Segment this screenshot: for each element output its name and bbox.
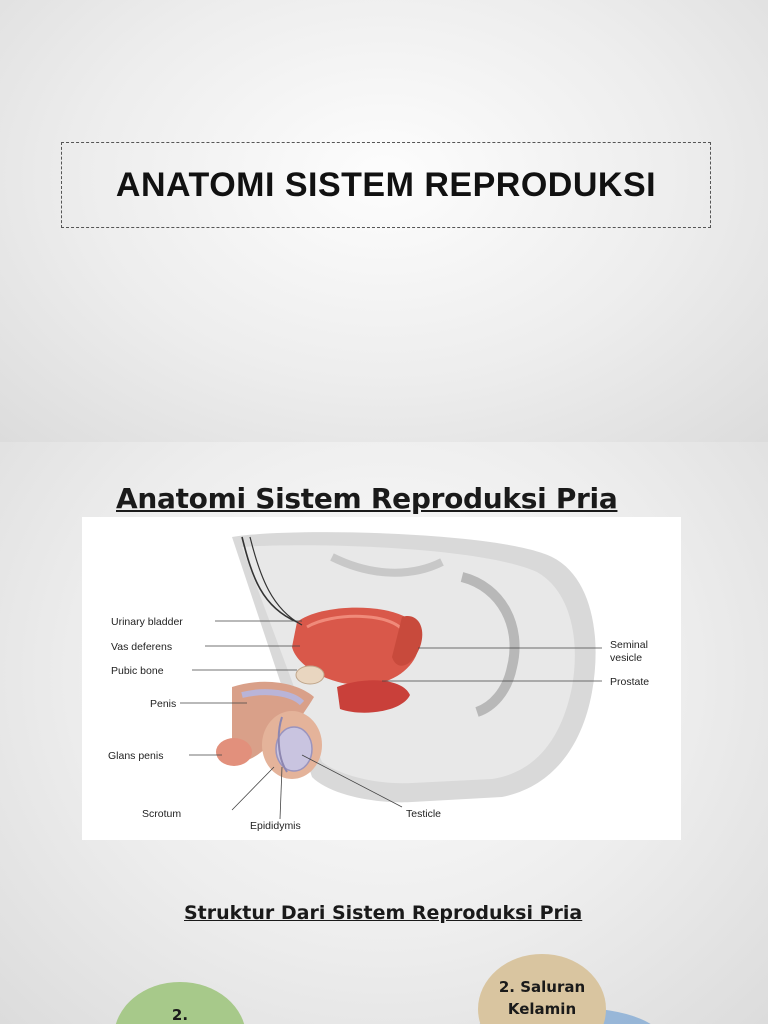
label-seminal-vesicle-line2: vesicle	[610, 652, 643, 664]
label-scrotum: Scrotum	[142, 808, 182, 820]
label-prostate: Prostate	[610, 676, 650, 688]
node-saluran-kelamin	[478, 954, 606, 1024]
label-urinary-bladder: Urinary bladder	[111, 616, 183, 628]
slide-title: ANATOMI SISTEM REPRODUKSI	[115, 165, 657, 204]
male-reproductive-anatomy-illustration	[82, 517, 681, 840]
label-seminal-vesicle-line1: Seminal	[610, 639, 648, 651]
node-label-line2: Kelamin	[507, 1000, 577, 1018]
node-reproductive-organ	[114, 982, 246, 1024]
node-label-line1: 2. Saluran	[498, 978, 586, 996]
title-slide	[0, 0, 768, 442]
section-heading: Struktur Dari Sistem Reproduksi Pria	[184, 902, 583, 924]
node-label: 2.	[171, 1006, 189, 1024]
label-epididymis: Epididymis	[250, 820, 301, 832]
label-penis: Penis	[150, 698, 177, 710]
title-box	[61, 142, 711, 228]
label-testicle: Testicle	[406, 808, 442, 820]
label-pubic-bone: Pubic bone	[111, 665, 164, 677]
slide-subtitle: Anatomi Sistem Reproduksi Pria	[116, 482, 618, 515]
label-glans-penis: Glans penis	[108, 750, 164, 762]
anatomy-slide	[0, 442, 768, 1024]
label-vas-deferens: Vas deferens	[111, 641, 173, 653]
anatomy-diagram	[82, 517, 681, 840]
